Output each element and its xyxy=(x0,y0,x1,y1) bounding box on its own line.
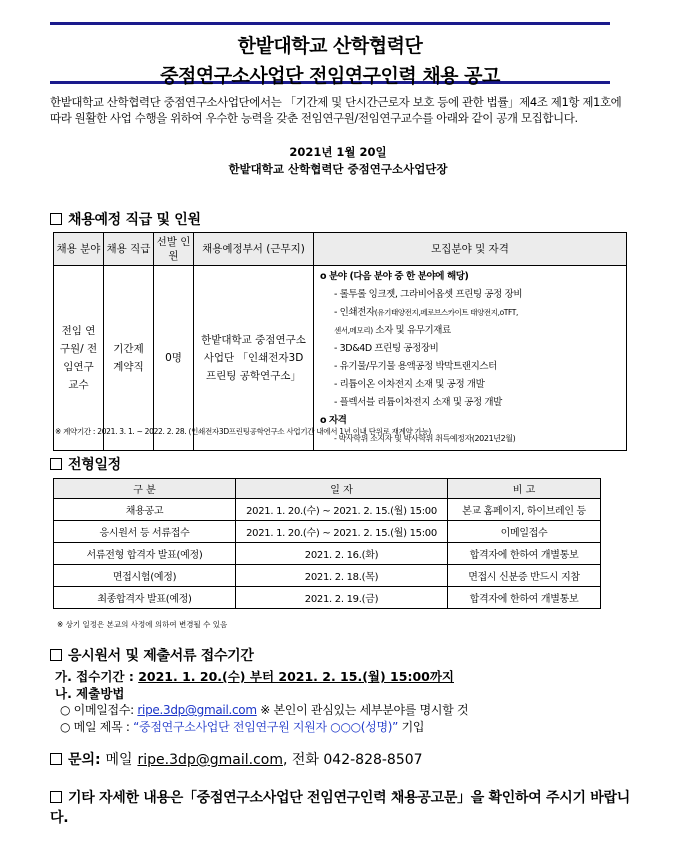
table-row xyxy=(54,521,601,543)
cell-date: 2021. 2. 18.(목) xyxy=(236,565,448,587)
cell-item: 면접시험(예정) xyxy=(54,565,236,587)
col-header-count: 선발 인원 xyxy=(154,233,194,266)
qual-head-eligibility: o 자격 xyxy=(320,415,347,426)
page-title-line2: 중점연구소사업단 전임연구인력 채용 공고 xyxy=(160,65,500,87)
section-recruitment-heading: 채용예정 직급 및 인원 xyxy=(50,209,201,229)
cell-date: 2021. 1. 20.(수) ~ 2021. 2. 15.(월) 15:00 xyxy=(236,521,448,543)
cell-dept: 한밭대학교 중점연구소사업단 「인쇄전자3D프린팅 공학연구소」 xyxy=(194,266,314,451)
cell-date: 2021. 2. 16.(화) xyxy=(236,543,448,565)
schedule-table xyxy=(53,478,601,609)
contact-line: 문의: 메일 ripe.3dp@gmail.com, 전화 042-828-8507 xyxy=(50,749,423,769)
cell-item: 최종합격자 발표(예정) xyxy=(54,587,236,609)
cell-item: 채용공고 xyxy=(54,499,236,521)
qual-item: - 리튬이온 이차전지 소재 및 공정 개발 xyxy=(334,379,485,390)
col-header-item: 구 분 xyxy=(54,479,236,499)
qual-head-field: o 분야 (다음 분야 중 한 분야에 해당) xyxy=(320,271,469,282)
cell-note: 합격자에 한하여 개별통보 xyxy=(448,543,601,565)
title-box xyxy=(50,22,610,87)
signature: 한밭대학교 산학협력단 중점연구소사업단장 xyxy=(228,162,448,176)
checkbox-square-icon xyxy=(50,753,62,765)
schedule-note: ※ 상기 일정은 본교의 사정에 의하여 변경될 수 있음 xyxy=(57,620,228,629)
submission-method-label: 나. 제출방법 xyxy=(55,686,125,701)
email-subject-line: ○ 메일 제목 : “중점연구소사업단 전임연구원 지원자 ○○○(성명)” 기입 xyxy=(60,720,425,734)
col-header-field: 채용 분야 xyxy=(54,233,104,266)
qual-item: - 플렉서블 리튬이차전지 소재 및 공정 개발 xyxy=(334,397,502,408)
cell-field: 전임 연구원/ 전임연구 교수 xyxy=(54,266,104,451)
cell-date: 2021. 2. 19.(금) xyxy=(236,587,448,609)
email-link[interactable]: ripe.3dp@gmail.com xyxy=(137,703,257,717)
qual-item: - 롤투롤 잉크젯, 그라비어옵셋 프린팅 공정 장비 xyxy=(334,289,523,300)
qual-item: - 인쇄전자(유기태양전지,페로브스카이트 태양전지,oTFT, xyxy=(334,307,518,318)
col-header-note: 비 고 xyxy=(448,479,601,499)
application-period: 가. 접수기간 : 2021. 1. 20.(수) 부터 2021. 2. 15.(월) 15:00까지 xyxy=(55,669,454,684)
announcement-date: 2021년 1월 20일 xyxy=(289,145,387,159)
col-header-date: 일 자 xyxy=(236,479,448,499)
checkbox-square-icon xyxy=(50,791,62,803)
table-row xyxy=(54,565,601,587)
intro-paragraph: 한밭대학교 산학협력단 중점연구소사업단에서는 「기간제 및 단시간근로자 보호 등에 관한 법률」제4조 제1항 제1호에 따라 원활한 사업 수행을 위하여 우수한 능력을 갖춘 전임연구원/전임연구교수를 아래와 같이 공개 모집합니다. xyxy=(50,95,622,125)
cell-note: 합격자에 한하여 개별통보 xyxy=(448,587,601,609)
cell-note: 이메일접수 xyxy=(448,521,601,543)
contact-email-link[interactable]: ripe.3dp@gmail.com xyxy=(137,752,283,768)
table-row xyxy=(54,543,601,565)
qual-item: 센서,메모리) 소자 및 유무기재료 xyxy=(334,325,451,336)
cell-count: 0명 xyxy=(154,266,194,451)
checkbox-square-icon xyxy=(50,458,62,470)
col-header-dept: 채용예정부서 (근무지) xyxy=(194,233,314,266)
cell-qualification xyxy=(314,266,627,451)
qual-item: - 유기물/무기물 용액공정 박막트랜지스터 xyxy=(334,361,497,372)
section-application-heading: 응시원서 및 제출서류 접수기간 xyxy=(50,645,254,665)
cell-date: 2021. 1. 20.(수) ~ 2021. 2. 15.(월) 15:00 xyxy=(236,499,448,521)
closing-note: 기타 자세한 내용은「중점연구소사업단 전임연구인력 채용공고문」을 확인하여 주시기 바랍니다. xyxy=(50,790,630,826)
table-row xyxy=(54,266,627,451)
cell-note: 면접시 신분증 반드시 지참 xyxy=(448,565,601,587)
checkbox-square-icon xyxy=(50,649,62,661)
cell-note: 본교 홈페이지, 하이브레인 등 xyxy=(448,499,601,521)
qual-item: - 박사학위 소지자 및 박사학위 취득예정자(2021년2월) xyxy=(334,434,516,443)
contract-note: ※ 계약기간 : 2021. 3. 1. ~ 2022. 2. 28. (인쇄전자3D프린팅공학연구소 사업기간 내에서 1년 이내 단위로 재계약 가능) xyxy=(55,427,432,436)
cell-item: 서류전형 합격자 발표(예정) xyxy=(54,543,236,565)
col-header-rank: 채용 직급 xyxy=(104,233,154,266)
col-header-qualification: 모집분야 및 자격 xyxy=(314,233,627,266)
qual-item: - 3D&4D 프린팅 공정장비 xyxy=(334,343,439,354)
email-submission-line: ○ 이메일접수: ripe.3dp@gmail.com ※ 본인이 관심있는 세부분야를 명시할 것 xyxy=(60,703,469,717)
checkbox-square-icon xyxy=(50,213,62,225)
cell-item: 응시원서 등 서류접수 xyxy=(54,521,236,543)
recruitment-table xyxy=(53,232,627,451)
page-title-line1: 한밭대학교 산학협력단 xyxy=(237,35,423,57)
cell-rank: 기간제 계약직 xyxy=(104,266,154,451)
table-row xyxy=(54,499,601,521)
table-row xyxy=(54,587,601,609)
section-schedule-heading: 전형일정 xyxy=(50,454,121,474)
